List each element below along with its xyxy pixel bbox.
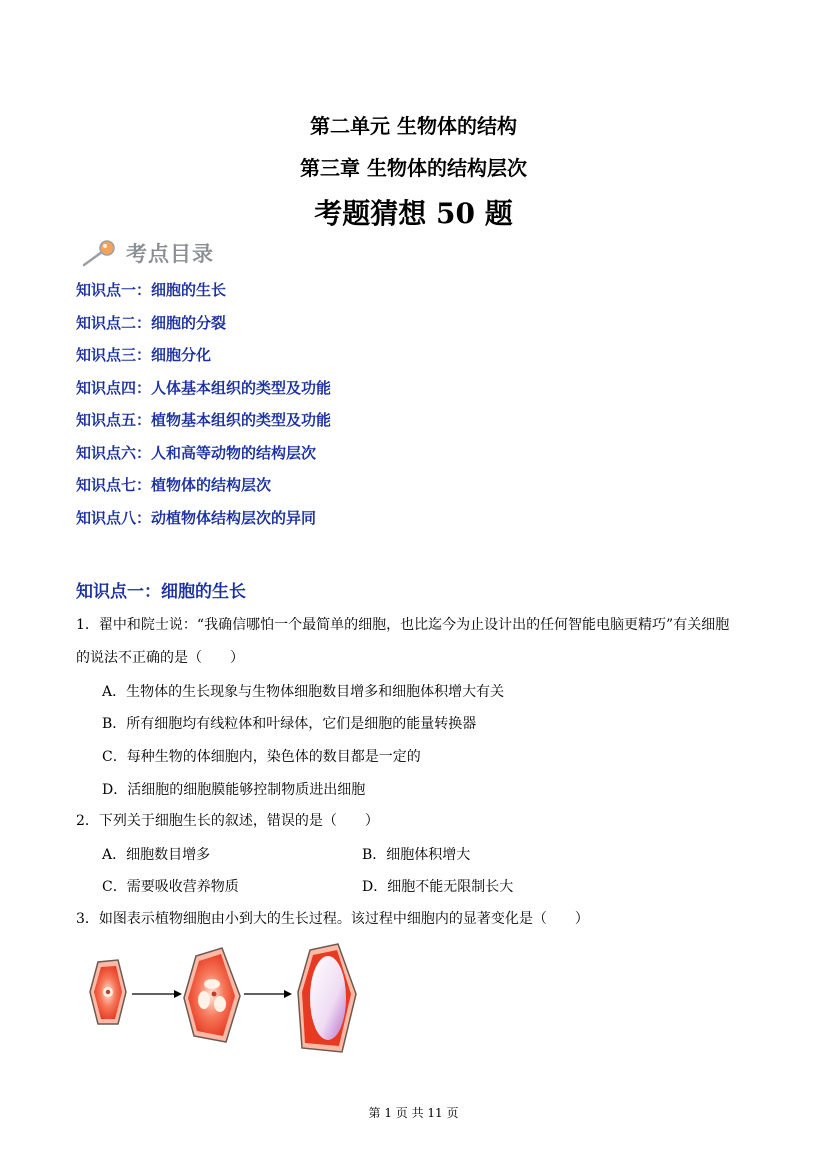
toc-item-1[interactable]: 知识点一：细胞的生长 <box>76 281 227 299</box>
small-cell <box>90 960 126 1024</box>
q2-option-b: B．细胞体积增大 <box>362 847 471 863</box>
large-cell <box>298 944 356 1052</box>
q2-option-c: C．需要吸收营养物质 <box>102 879 239 895</box>
toc-heading <box>80 236 214 270</box>
q1-option-d: D．活细胞的细胞膜能够控制物质进出细胞 <box>102 782 366 798</box>
q2-stem: 2．下列关于细胞生长的叙述，错误的是（ ） <box>76 813 379 829</box>
chapter-title: 第三章 生物体的结构层次 <box>300 156 527 180</box>
q2-option-a: A．细胞数目增多 <box>102 847 211 863</box>
q1-stem-line1: 1．翟中和院士说：“我确信哪怕一个最简单的细胞，也比迄今为止设计出的任何智能电脑更精巧”有关细胞 <box>76 617 730 633</box>
q1-option-c: C．每种生物的体细胞内，染色体的数目都是一定的 <box>102 749 421 765</box>
toc-item-5[interactable]: 知识点五：植物基本组织的类型及功能 <box>76 411 332 429</box>
toc-heading-label: 考点目录 <box>126 242 214 266</box>
q1-stem-line2: 的说法不正确的是（ ） <box>76 650 244 666</box>
magnifier-icon <box>80 238 120 268</box>
main-title: 考题猜想 50 题 <box>314 197 513 230</box>
q2-option-d: D．细胞不能无限制长大 <box>362 879 514 895</box>
toc-item-8[interactable]: 知识点八：动植物体结构层次的异同 <box>76 509 317 527</box>
q1-option-b: B．所有细胞均有线粒体和叶绿体，它们是细胞的能量转换器 <box>102 716 477 732</box>
toc-item-7[interactable]: 知识点七：植物体的结构层次 <box>76 476 272 494</box>
q3-stem: 3．如图表示植物细胞由小到大的生长过程。该过程中细胞内的显著变化是（ ） <box>76 911 589 927</box>
arrow-2-head <box>284 990 292 998</box>
toc-item-2[interactable]: 知识点二：细胞的分裂 <box>76 314 227 332</box>
medium-cell <box>184 948 240 1042</box>
toc-item-6[interactable]: 知识点六：人和高等动物的结构层次 <box>76 444 317 462</box>
q1-option-a: A．生物体的生长现象与生物体细胞数目增多和细胞体积增大有关 <box>102 684 505 700</box>
unit-title: 第二单元 生物体的结构 <box>310 114 517 138</box>
section-heading: 知识点一：细胞的生长 <box>76 582 246 602</box>
cell-growth-figure <box>80 940 370 1060</box>
page-footer: 第 1 页 共 11 页 <box>368 1106 459 1120</box>
toc-item-4[interactable]: 知识点四：人体基本组织的类型及功能 <box>76 379 332 397</box>
toc-item-3[interactable]: 知识点三：细胞分化 <box>76 346 212 364</box>
arrow-1-head <box>174 990 182 998</box>
